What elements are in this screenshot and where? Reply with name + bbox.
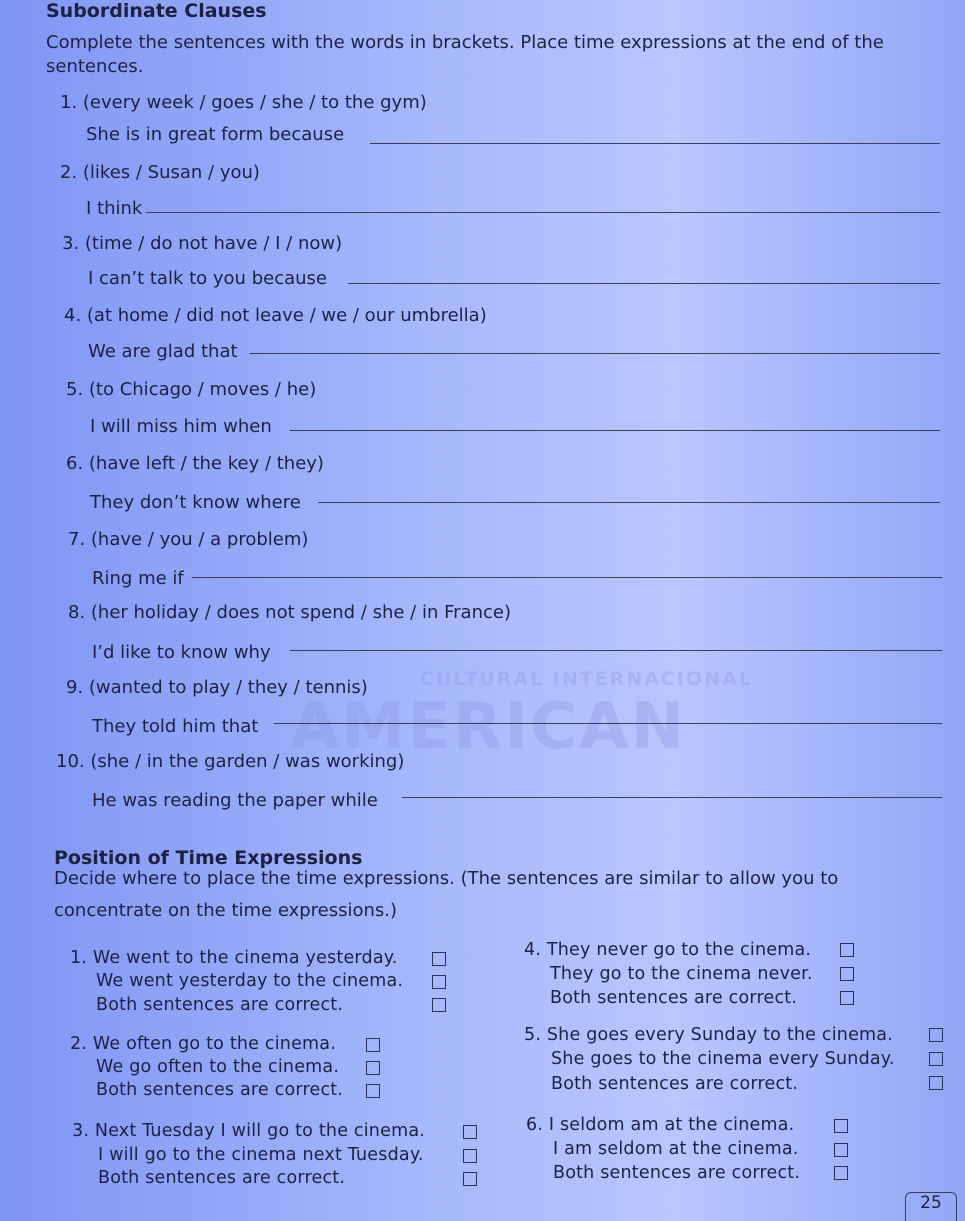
option-text: 6. I seldom am at the cinema. (526, 1115, 795, 1135)
exercise-stem: Ring me if (92, 568, 184, 589)
option-text: 3. Next Tuesday I will go to the cinema. (72, 1121, 426, 1141)
exercise-prompt: 3. (time / do not have / I / now) (62, 233, 343, 254)
checkbox[interactable] (463, 1172, 477, 1186)
checkbox[interactable] (463, 1149, 477, 1163)
option-text: 5. She goes every Sunday to the cinema. (524, 1025, 893, 1045)
answer-line[interactable] (318, 502, 940, 503)
exercise-stem: They don’t know where (90, 492, 301, 513)
checkbox[interactable] (929, 1052, 943, 1066)
option-text: Both sentences are correct. (553, 1163, 801, 1183)
checkbox[interactable] (840, 991, 854, 1005)
section-title-time-expressions: Position of Time Expressions (54, 847, 363, 869)
option-text: 2. We often go to the cinema. (70, 1034, 336, 1054)
option-text: She goes to the cinema every Sunday. (551, 1049, 895, 1069)
checkbox[interactable] (840, 943, 854, 957)
page-number: 25 (905, 1192, 957, 1221)
exercise-stem: He was reading the paper while (92, 790, 378, 811)
option-text: 1. We went to the cinema yesterday. (70, 948, 398, 968)
watermark-subtitle: CULTURAL INTERNACIONAL (420, 668, 753, 690)
exercise-prompt: 1. (every week / goes / she / to the gym) (60, 92, 427, 113)
option-text: Both sentences are correct. (550, 988, 798, 1008)
checkbox[interactable] (463, 1125, 477, 1139)
checkbox[interactable] (432, 952, 446, 966)
answer-line[interactable] (192, 577, 942, 578)
option-text: I will go to the cinema next Tuesday. (98, 1145, 424, 1165)
option-text: We go often to the cinema. (96, 1057, 340, 1077)
exercise-prompt: 6. (have left / the key / they) (66, 453, 324, 474)
exercise-stem: She is in great form because (86, 124, 345, 145)
option-text: Both sentences are correct. (96, 995, 344, 1015)
exercise-prompt: 10. (she / in the garden / was working) (56, 751, 405, 772)
checkbox[interactable] (432, 975, 446, 989)
exercise-prompt: 7. (have / you / a problem) (68, 529, 309, 550)
exercise-stem: I’d like to know why (92, 642, 271, 663)
section-title-subordinate-clauses: Subordinate Clauses (46, 0, 267, 22)
checkbox[interactable] (834, 1119, 848, 1133)
answer-line[interactable] (348, 283, 940, 284)
checkbox[interactable] (929, 1028, 943, 1042)
answer-line[interactable] (250, 353, 940, 354)
option-text: We went yesterday to the cinema. (96, 971, 404, 991)
section2-instruction-line1: Decide where to place the time expressions. (The sentences are similar to allow you to (54, 868, 839, 889)
option-text: 4. They never go to the cinema. (524, 940, 812, 960)
checkbox[interactable] (834, 1166, 848, 1180)
option-text: They go to the cinema never. (550, 964, 813, 984)
checkbox[interactable] (366, 1084, 380, 1098)
option-text: Both sentences are correct. (551, 1074, 799, 1094)
section1-instruction-line2: sentences. (46, 56, 144, 77)
checkbox[interactable] (834, 1143, 848, 1157)
exercise-stem: We are glad that (88, 341, 238, 362)
section2-instruction-line2: concentrate on the time expressions.) (54, 900, 398, 921)
option-text: I am seldom at the cinema. (553, 1139, 799, 1159)
checkbox[interactable] (432, 998, 446, 1012)
checkbox[interactable] (366, 1038, 380, 1052)
option-text: Both sentences are correct. (96, 1080, 344, 1100)
answer-line[interactable] (290, 430, 940, 431)
exercise-stem: I can’t talk to you because (88, 268, 327, 289)
exercise-prompt: 2. (likes / Susan / you) (60, 162, 260, 183)
exercise-prompt: 5. (to Chicago / moves / he) (66, 379, 317, 400)
answer-line[interactable] (274, 723, 942, 724)
checkbox[interactable] (840, 967, 854, 981)
checkbox[interactable] (366, 1061, 380, 1075)
answer-line[interactable] (370, 143, 940, 144)
exercise-stem: I will miss him when (90, 416, 272, 437)
answer-line[interactable] (402, 797, 942, 798)
answer-line[interactable] (146, 212, 940, 213)
exercise-prompt: 8. (her holiday / does not spend / she / in France) (68, 602, 511, 623)
option-text: Both sentences are correct. (98, 1168, 346, 1188)
exercise-prompt: 9. (wanted to play / they / tennis) (66, 677, 368, 698)
exercise-prompt: 4. (at home / did not leave / we / our umbrella) (64, 305, 487, 326)
exercise-stem: I think (86, 198, 143, 219)
exercise-stem: They told him that (92, 716, 259, 737)
answer-line[interactable] (290, 650, 942, 651)
watermark-logo-text: AMERICAN (290, 690, 687, 764)
checkbox[interactable] (929, 1076, 943, 1090)
section1-instruction-line1: Complete the sentences with the words in brackets. Place time expressions at the end of the (46, 32, 884, 53)
